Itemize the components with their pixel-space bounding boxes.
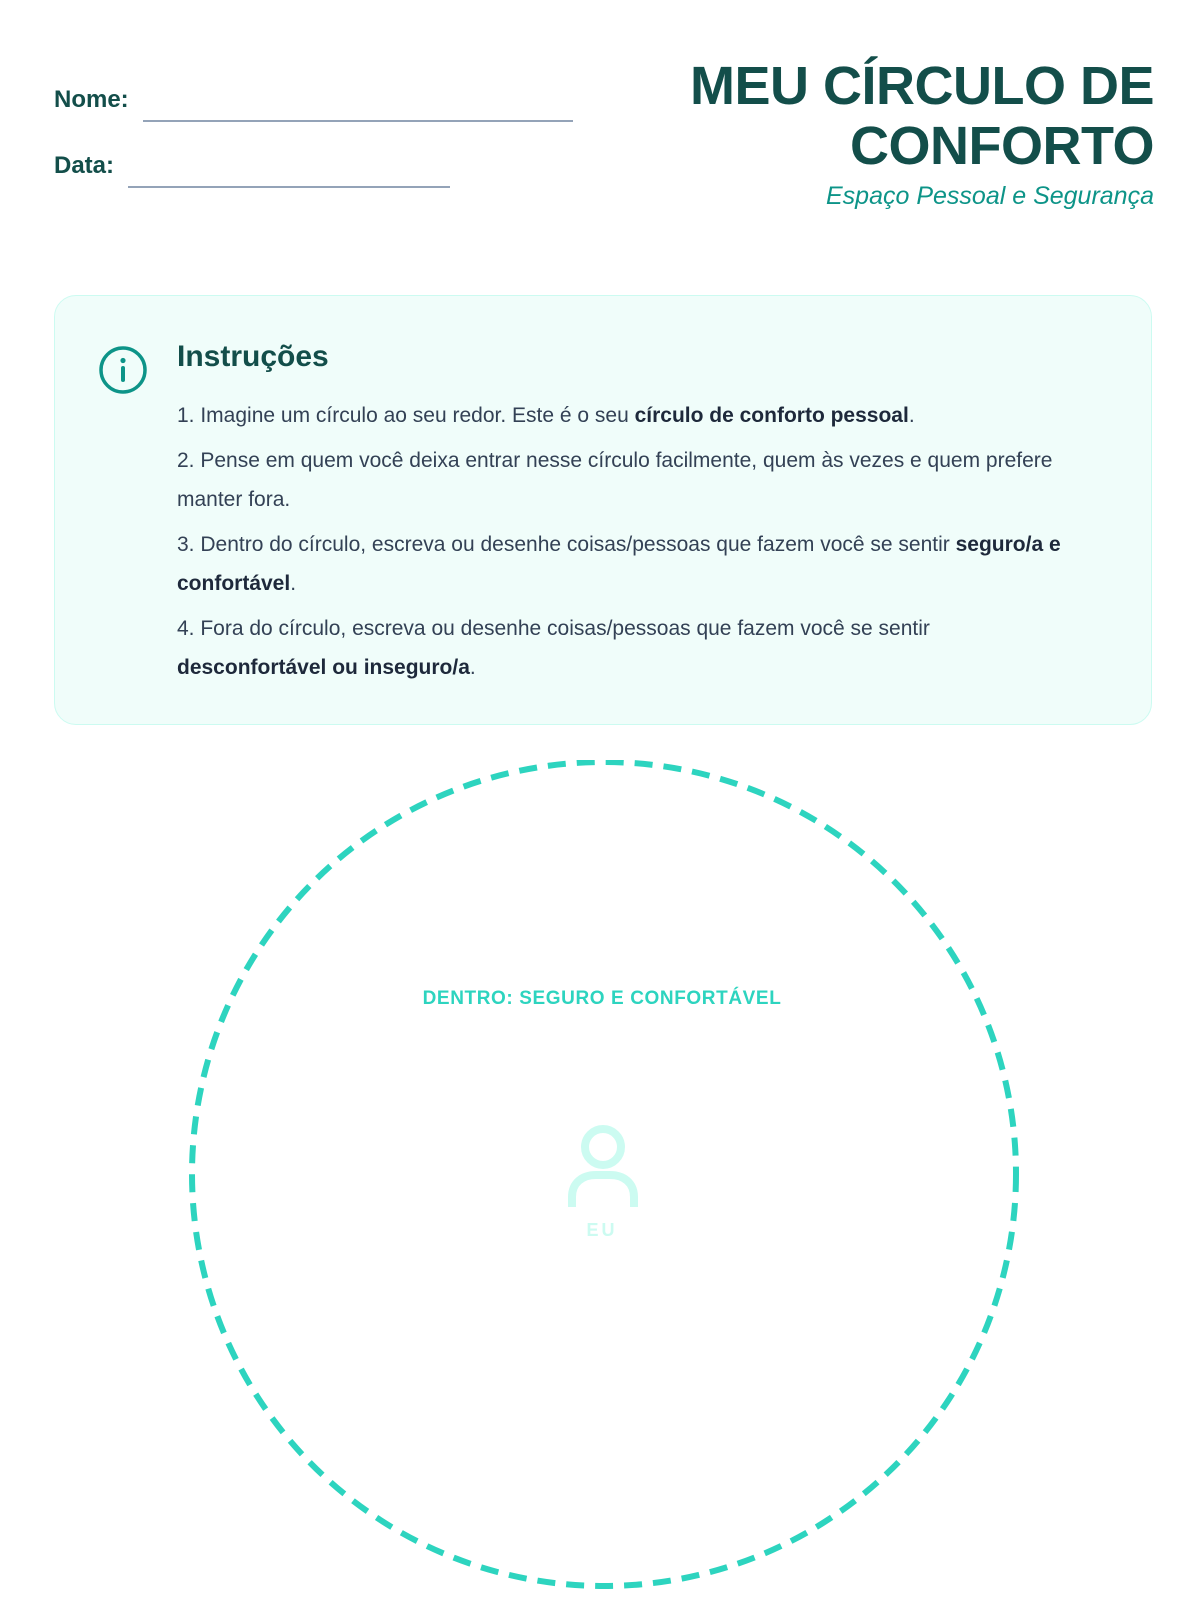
- date-line[interactable]: [128, 166, 450, 188]
- title-block: [594, 56, 1154, 211]
- date-label: Data:: [54, 152, 115, 179]
- instructions-list: [177, 396, 1077, 693]
- page-subtitle: Espaço Pessoal e Segurança: [826, 182, 1154, 210]
- name-label: Nome:: [54, 86, 129, 113]
- page-title-line1: MEU CÍRCULO DE: [690, 56, 1154, 116]
- me-label: EU: [586, 1220, 618, 1240]
- instruction-item: 1. Imagine um círculo ao seu redor. Este é o seu círculo de conforto pessoal.: [177, 404, 915, 427]
- instruction-item: 3. Dentro do círculo, escreva ou desenhe coisas/pessoas que fazem você se sentir seguro/a e confortável.: [177, 533, 1061, 595]
- instructions-title: Instruções: [177, 340, 329, 373]
- date-field[interactable]: [54, 152, 450, 180]
- instruction-item: 2. Pense em quem você deixa entrar nesse círculo facilmente, quem às vezes e quem prefere manter fora.: [177, 449, 1053, 511]
- page-title-line2: CONFORTO: [850, 116, 1154, 176]
- inside-label: DENTRO: SEGURO E CONFORTÁVEL: [422, 988, 782, 1009]
- name-field[interactable]: [54, 86, 573, 114]
- info-icon: [97, 344, 149, 396]
- instruction-item: 4. Fora do círculo, escreva ou desenhe coisas/pessoas que fazem você se sentir desconfortável ou inseguro/a.: [177, 617, 930, 679]
- instructions-card: [54, 295, 1152, 725]
- person-icon: [566, 1125, 640, 1211]
- name-line[interactable]: [143, 100, 573, 122]
- comfort-circle-area[interactable]: [0, 760, 1200, 1600]
